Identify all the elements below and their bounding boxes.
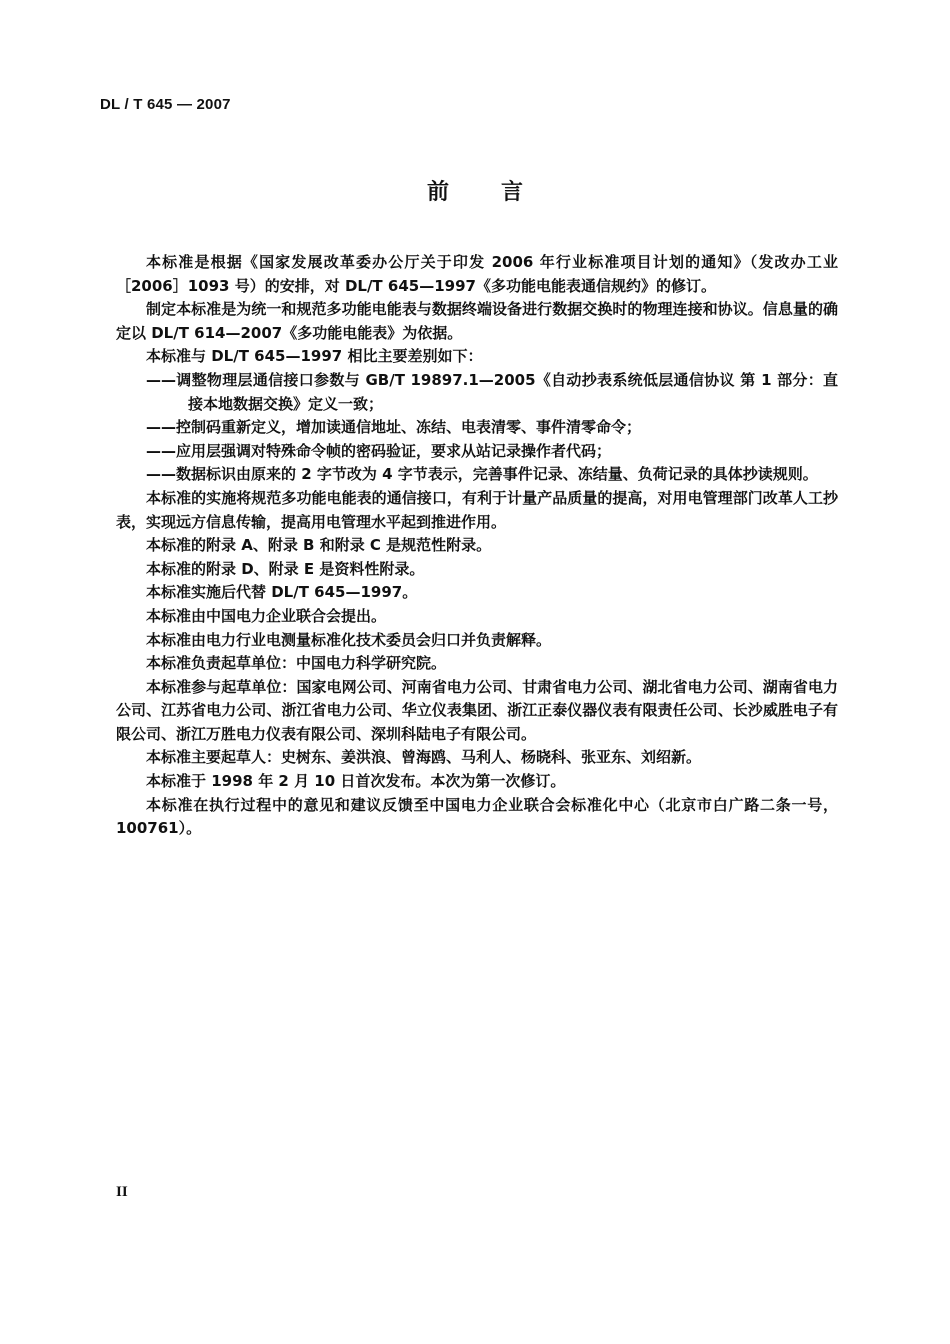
page-title: 前言 — [426, 180, 575, 205]
paragraph-differences-intro: 本标准与 DL/T 645—1997 相比主要差别如下： — [146, 347, 483, 366]
paragraph-committee: 本标准由电力行业电测量标准化技术委员会归口并负责解释。 — [146, 630, 552, 649]
difference-item-physical-layer: ——调整物理层通信接口参数与 GB/T 19897.1—2005《自动抄表系统低层通信协议 第 1 部分：直接本地数据交换》定义一致； — [146, 370, 838, 413]
standard-code-header: DL / T 645 — 2007 — [100, 96, 231, 113]
paragraph-proposer: 本标准由中国电力企业联合会提出。 — [146, 606, 387, 625]
paragraph-implementation: 本标准的实施将规范多功能电能表的通信接口，有利于计量产品质量的提高，对用电管理部门改革人工抄表，实现远方信息传输，提高用电管理水平起到推进作用。 — [116, 488, 838, 531]
paragraph-purpose: 制定本标准是为统一和规范多功能电能表与数据终端设备进行数据交换时的物理连接和协议。信息量的确定以 DL/T 614—2007《多功能电能表》为依据。 — [116, 300, 838, 342]
paragraph-first-issue: 本标准于 1998 年 2 月 10 日首次发布。本次为第一次修订。 — [146, 772, 566, 791]
difference-item-control-code: ——控制码重新定义，增加读通信地址、冻结、电表清零、事件清零命令； — [146, 418, 642, 437]
page-number: II — [116, 1184, 128, 1200]
paragraph-normative-annexes: 本标准的附录 A、附录 B 和附录 C 是规范性附录。 — [146, 536, 492, 555]
difference-item-application-layer: ——应用层强调对特殊命令帧的密码验证，要求从站记录操作者代码； — [146, 441, 612, 460]
preface-body — [116, 251, 838, 841]
paragraph-feedback: 本标准在执行过程中的意见和建议反馈至中国电力企业联合会标准化中心（北京市白广路二条一号，100761）。 — [116, 795, 838, 838]
paragraph-drafting-unit: 本标准负责起草单位：中国电力科学研究院。 — [146, 654, 447, 673]
paragraph-participating-units: 本标准参与起草单位：国家电网公司、河南省电力公司、甘肃省电力公司、湖北省电力公司、湖南省电力公司、江苏省电力公司、浙江省电力公司、华立仪表集团、浙江正泰仪器仪表有限责任公司、长沙威胜电子有限公司、浙江万胜电力仪表有限公司、深圳科陆电子有限公司。 — [116, 677, 838, 743]
difference-item-data-identifier: ——数据标识由原来的 2 字节改为 4 字节表示，完善事件记录、冻结量、负荷记录的具体抄读规则。 — [146, 465, 818, 484]
paragraph-informative-annexes: 本标准的附录 D、附录 E 是资料性附录。 — [146, 559, 425, 578]
paragraph-replaces: 本标准实施后代替 DL/T 645—1997。 — [146, 583, 418, 602]
paragraph-basis: 本标准是根据《国家发展改革委办公厅关于印发 2006 年行业标准项目计划的通知》（发改办工业［2006］1093 号）的安排，对 DL/T 645—1997《多功能电能表通信规约》的修订。 — [116, 253, 838, 295]
paragraph-drafters: 本标准主要起草人：史树东、姜洪浪、曾海鸥、马利人、杨晓科、张亚东、刘绍新。 — [146, 748, 702, 767]
